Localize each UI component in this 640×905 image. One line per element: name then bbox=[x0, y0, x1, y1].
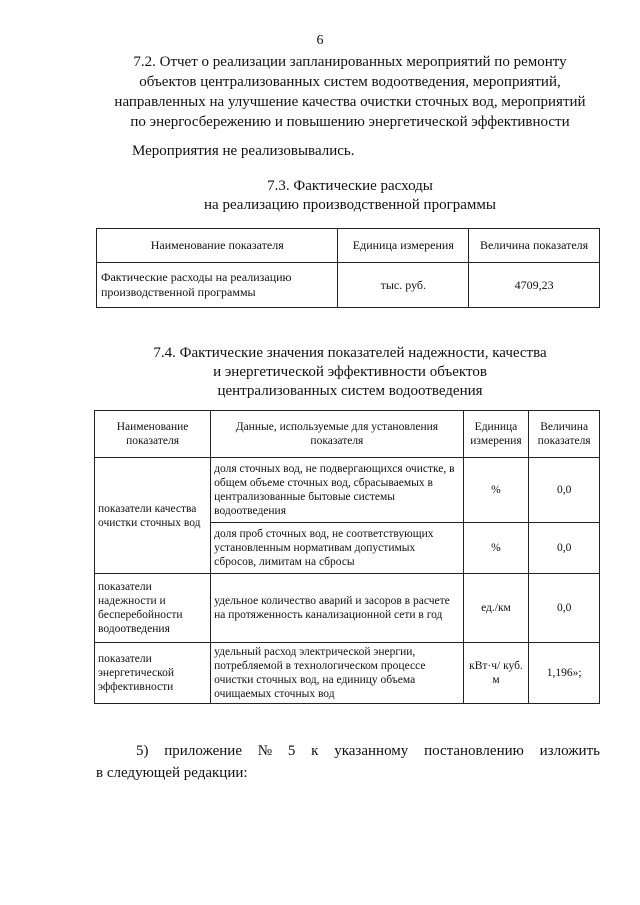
word: к bbox=[311, 743, 319, 759]
column-header: Величина показателя bbox=[469, 229, 600, 263]
word: № bbox=[257, 743, 273, 759]
title-line: объектов централизованных систем водоотведения, мероприятий, bbox=[139, 74, 561, 90]
group-name: показатели энергетической эффективности bbox=[95, 643, 211, 704]
indicator-value: 0,0 bbox=[529, 523, 600, 574]
word: приложение bbox=[164, 743, 242, 759]
expenses-table bbox=[96, 228, 600, 308]
title-line: по энергосбережению и повышению энергетической эффективности bbox=[130, 114, 570, 130]
title-line: централизованных систем водоотведения bbox=[217, 383, 483, 399]
word: постановлению bbox=[424, 743, 524, 759]
table-row bbox=[95, 458, 600, 523]
title-line: направленных на улучшение качества очистки сточных вод, мероприятий bbox=[114, 94, 586, 110]
item-5-paragraph bbox=[96, 740, 600, 784]
item-5-line: в следующей редакции: bbox=[96, 765, 248, 781]
indicator-unit: % bbox=[463, 523, 529, 574]
title-line: 7.2. Отчет о реализации запланированных мероприятий по ремонту bbox=[133, 54, 567, 70]
section-7-3-title bbox=[80, 177, 620, 215]
title-line: на реализацию производственной программы bbox=[204, 197, 496, 213]
indicator-value: 1,196»; bbox=[529, 643, 600, 704]
indicator-value: 4709,23 bbox=[469, 263, 600, 308]
word: 5) bbox=[136, 743, 149, 759]
table-header-row bbox=[97, 229, 600, 263]
section-7-2-note: Мероприятия не реализовывались. bbox=[132, 143, 355, 159]
group-name: показатели надежности и бесперебойности водоотведения bbox=[95, 574, 211, 643]
indicator-data: доля проб сточных вод, не соответствующих установленным нормативам допустимых сбросов, лимитам на сбросы bbox=[211, 523, 464, 574]
table-row bbox=[97, 263, 600, 308]
indicator-data: удельный расход электрической энергии, потребляемой в технологическом процессе очистки сточных вод, на единицу объема очищаемых сточных вод bbox=[211, 643, 464, 704]
group-name: показатели качества очистки сточных вод bbox=[95, 458, 211, 574]
table-row bbox=[95, 643, 600, 704]
indicator-unit: ед./км bbox=[463, 574, 529, 643]
page-number: 6 bbox=[316, 33, 324, 48]
word: указанному bbox=[334, 743, 409, 759]
indicator-value: 0,0 bbox=[529, 574, 600, 643]
indicator-value: 0,0 bbox=[529, 458, 600, 523]
title-line: и энергетической эффективности объектов bbox=[213, 364, 487, 380]
indicator-name: Фактические расходы на реализацию производственной программы bbox=[97, 263, 338, 308]
indicator-data: удельное количество аварий и засоров в расчете на протяженность канализационной сети в год bbox=[211, 574, 464, 643]
column-header: Единица измерения bbox=[338, 229, 469, 263]
column-header: Единица измерения bbox=[463, 411, 529, 458]
indicator-unit: кВт·ч/ куб. м bbox=[463, 643, 529, 704]
indicator-unit: % bbox=[463, 458, 529, 523]
title-line: 7.4. Фактические значения показателей надежности, качества bbox=[153, 345, 547, 361]
title-line: 7.3. Фактические расходы bbox=[267, 178, 433, 194]
column-header: Данные, используемые для установления показателя bbox=[211, 411, 464, 458]
table-header-row bbox=[95, 411, 600, 458]
indicators-table bbox=[94, 410, 600, 704]
section-7-4-title bbox=[80, 344, 620, 401]
indicator-data: доля сточных вод, не подвергающихся очистке, в общем объеме сточных вод, сбрасываемых в централизованные бытовые системы водоотведения bbox=[211, 458, 464, 523]
word: 5 bbox=[287, 743, 296, 759]
indicator-unit: тыс. руб. bbox=[338, 263, 469, 308]
word: изложить bbox=[539, 743, 600, 759]
section-7-2-title bbox=[80, 52, 620, 132]
column-header: Величина показателя bbox=[529, 411, 600, 458]
table-row bbox=[95, 574, 600, 643]
column-header: Наименование показателя bbox=[95, 411, 211, 458]
column-header: Наименование показателя bbox=[97, 229, 338, 263]
item-5-line bbox=[96, 740, 600, 762]
